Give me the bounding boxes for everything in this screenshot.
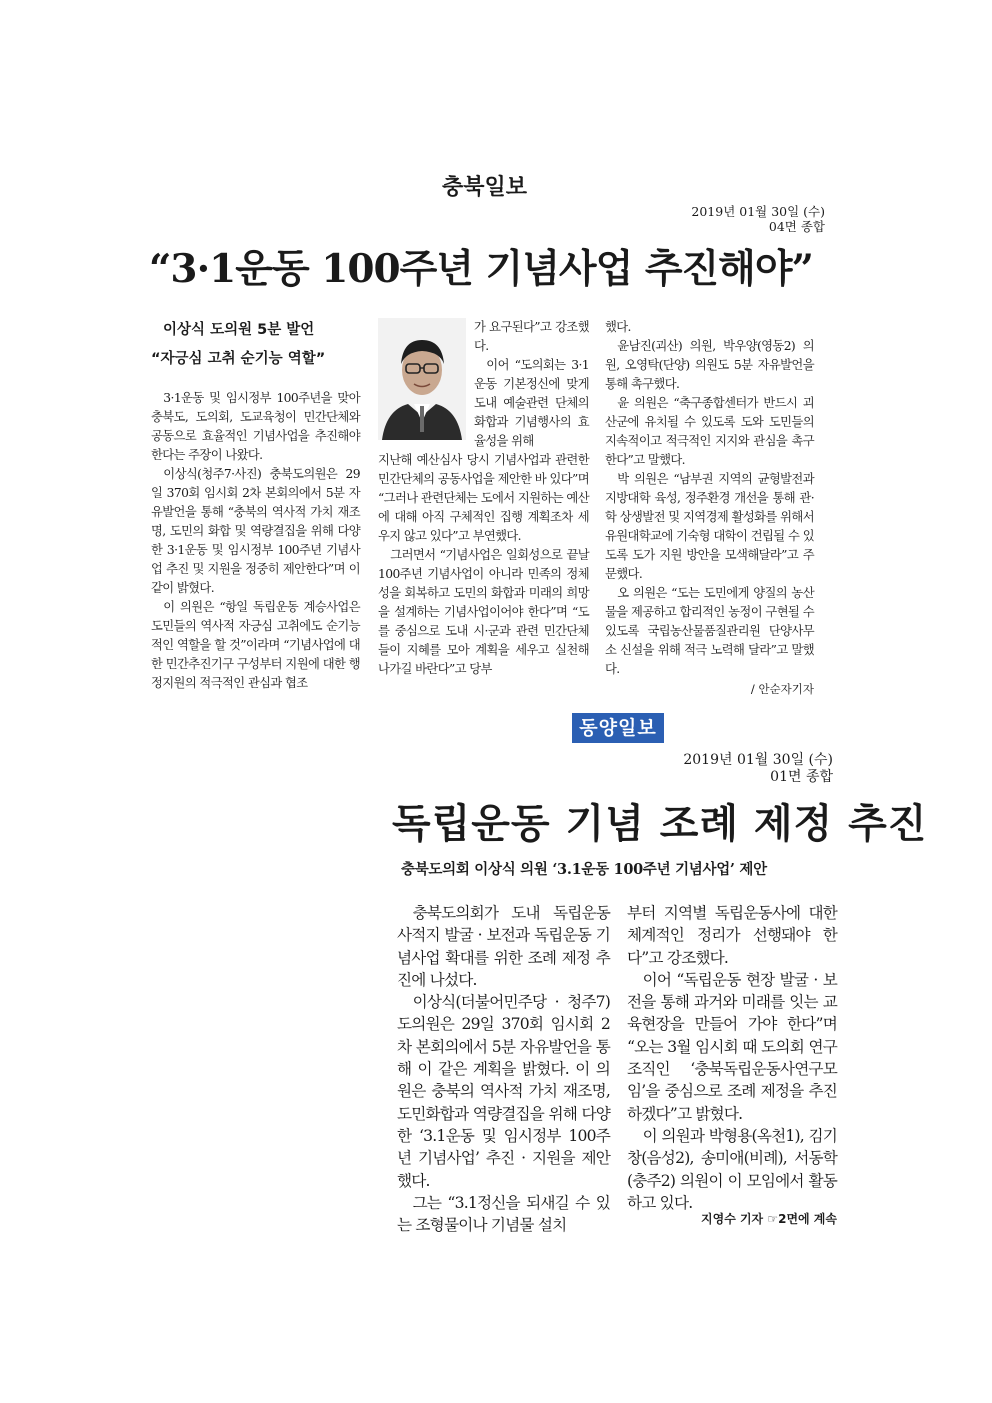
page-section: 04면 종합 [768, 219, 825, 234]
article-column-1 [151, 389, 360, 693]
paragraph: 이상식(청주7·사진) 충북도의원은 29일 370회 임시회 2차 본회의에서 5분 자유발언을 통해 “충북의 역사적 가치 재조명, 도민의 화합 및 역량결집을 위해 다양한 3·1운동 및 임시정부 100주년 기념사업 추진 및 지원을 정중히 제안한다”며 이같이 밝혔다. [151, 467, 360, 595]
paragraph: 그러면서 “기념사업은 일회성으로 끝날 100주년 기념사업이 아니라 민족의 정체성을 회복하고 도민의 화합과 미래의 희망을 설계하는 기념사업이어야 한다”며 “도를 중심으로 도내 시·군과 관련 민간단체들이 지혜를 모아 계획을 세우고 실천해 나가길 바란다”고 당부 [378, 548, 589, 676]
paragraph: 지난해 예산심사 당시 기념사업과 관련한 민간단체의 공동사업을 제안한 바 있다”며 “그러나 관련단체는 도에서 지원하는 예산에 대해 아직 구체적인 집행 계획조차 세우지 않고 있다”고 부연했다. [378, 453, 589, 543]
paragraph: 3·1운동 및 임시정부 100주년을 맞아 충북도, 도의회, 도교육청이 민간단체와 공동으로 효율적인 기념사업을 추진해야 한다는 주장이 나왔다. [151, 391, 360, 462]
publish-date: 2019년 01월 30일 (수) [683, 752, 833, 768]
source-logo: 동양일보 [572, 713, 664, 743]
paragraph: 부터 지역별 독립운동사에 대한 체계적인 정리가 선행돼야 한다”고 강조했다. [627, 904, 837, 967]
headline: “3·1운동 100주년 기념사업 추진해야” [149, 246, 813, 292]
paragraph: 이 의원은 “항일 독립운동 계승사업은 도민들의 역사적 자긍심 고취에도 순기능적인 역할을 할 것”이라며 “기념사업에 대한 민간추진기구 구성부터 지원에 대한 행정지원의 적극적인 관심과 협조 [151, 600, 360, 690]
article-meta [620, 204, 825, 234]
article-column-1 [397, 902, 610, 1236]
paragraph: 그는 “3.1정신을 되새길 수 있는 조형물이나 기념물 설치 [397, 1193, 610, 1235]
page-section: 01면 종합 [770, 769, 833, 785]
paragraph: 이어 “독립운동 현장 발굴 · 보전을 통해 과거와 미래를 잇는 교육현장을 만들어 가야 한다”며 “오는 3월 임시회 때 도의회 연구조직인 ‘충북독립운동사연구모임’을 중심으로 조례 제정을 추진하겠다”고 밝혔다. [627, 970, 837, 1123]
paragraph: 윤 의원은 “축구종합센터가 반드시 괴산군에 유치될 수 있도록 도와 도민들의 지속적이고 적극적인 지지와 관심을 촉구한다”고 말했다. [605, 396, 814, 467]
paragraph: 박 의원은 “남부권 지역의 균형발전과 지방대학 육성, 정주환경 개선을 통해 관·학 상생발전 및 지역경제 활성화를 위해서 유원대학교에 기숙형 대학이 건립될 수 있도록 도가 지원 방안을 모색해달라”고 주문했다. [605, 472, 814, 581]
article-column-2 [627, 902, 837, 1214]
article-meta [620, 752, 833, 786]
article-column-3 [605, 318, 814, 679]
headline: 독립운동 기념 조례 제정 추진 [392, 800, 928, 847]
article-column-2 [378, 451, 589, 679]
person-portrait-icon [378, 318, 466, 440]
byline: / 안순자기자 [750, 682, 814, 696]
subheadline-1: 이상식 도의원 5분 발언 [163, 322, 315, 338]
paragraph: 윤남진(괴산) 의원, 박우양(영동2) 의원, 오영탁(단양) 의원도 5분 자유발언을 통해 촉구했다. [605, 339, 814, 391]
subheadline: 충북도의회 이상식 의원 ‘3.1운동 100주년 기념사업’ 제안 [401, 861, 767, 878]
paragraph: 했다. [605, 320, 631, 334]
paragraph: 오 의원은 “도는 도민에게 양질의 농산물을 제공하고 합리적인 농정이 구현될 수 있도록 국립농산물품질관리원 단양사무소 신설을 위해 적극 노력해 달라”고 말했다. [605, 586, 814, 676]
byline: 지영수 기자 ☞2면에 계속 [701, 1212, 837, 1226]
paragraph: 가 요구된다”고 강조했다. [474, 320, 589, 353]
paragraph: 충북도의회가 도내 독립운동 사적지 발굴 · 보전과 독립운동 기념사업 확대를 위한 조례 제정 추진에 나섰다. [397, 904, 610, 989]
subheadline-2: “자긍심 고취 순기능 역할” [151, 351, 326, 367]
article-column-2-top [474, 318, 589, 451]
publish-date: 2019년 01월 30일 (수) [691, 204, 825, 219]
paragraph: 이어 “도의회는 3·1운동 기본정신에 맞게 도내 예술관련 단체의 화합과 기념행사의 효율성을 위해 [474, 358, 589, 448]
paragraph: 이상식(더불어민주당 · 청주7) 도의원은 29일 370회 임시회 2차 본회의에서 5분 자유발언을 통해 이 같은 계획을 밝혔다. 이 의원은 충북의 역사적 가치 재조명, 도민화합과 역량결집을 위해 다양한 ‘3.1운동 및 임시정부 100주년 기념사업’ 추진 · 지원을 제안했다. [397, 993, 610, 1190]
paragraph: 이 의원과 박형용(옥천1), 김기창(음성2), 송미애(비례), 서동학(충주2) 의원이 이 모임에서 활동하고 있다. [627, 1126, 837, 1212]
reporter-photo [378, 318, 466, 440]
source-name: 충북일보 [442, 175, 528, 200]
